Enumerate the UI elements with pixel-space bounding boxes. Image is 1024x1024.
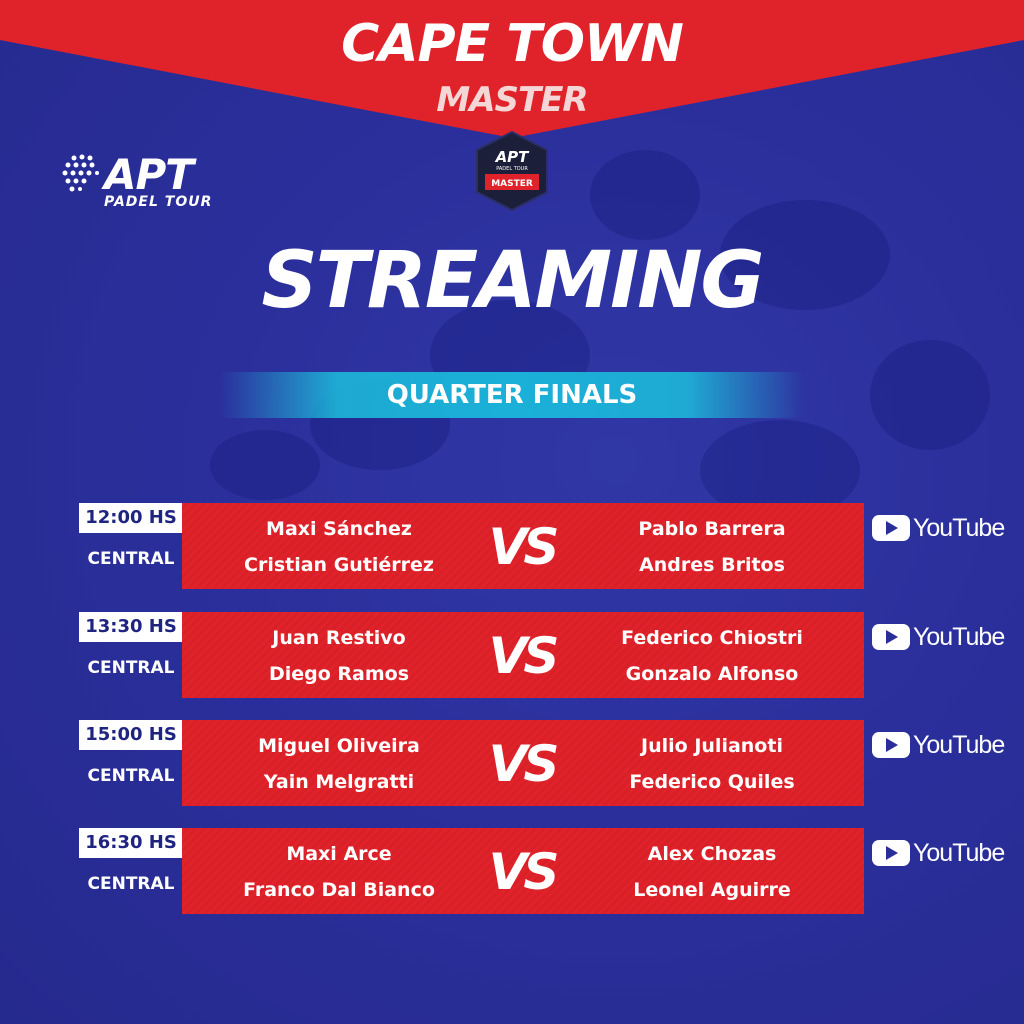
match-bar [182,503,864,589]
team-a [192,836,486,908]
event-subtitle: MASTER [436,80,588,120]
vs-label: VS [488,627,556,685]
player-name: Maxi Arce [286,843,392,865]
player-name: Gonzalo Alfonso [625,663,799,685]
match-row [0,720,1024,810]
team-b [562,620,862,692]
round-banner [220,372,804,418]
badge-master-text: MASTER [491,179,533,189]
match-court: CENTRAL [87,658,175,678]
player-name: Alex Chozas [647,843,777,865]
player-name: Yain Melgratti [263,771,415,793]
youtube-icon [872,840,910,866]
player-name: Juan Restivo [272,627,406,649]
player-name: Julio Julianoti [641,735,783,757]
logo-apt-text: APT [104,150,193,199]
player-name: Cristian Gutiérrez [244,554,434,576]
match-court: CENTRAL [87,766,175,786]
background-shape [870,340,990,450]
player-name: Andres Britos [639,554,785,576]
background-shape [210,430,320,500]
youtube-label: YouTube [913,839,1005,867]
vs-label: VS [488,735,556,793]
match-bar [182,828,864,914]
youtube-link[interactable] [872,838,1005,868]
match-time: 13:30 HS [79,612,183,642]
player-name: Federico Chiostri [621,627,803,649]
team-b [562,511,862,583]
player-name: Diego Ramos [268,663,410,685]
vs-label: VS [488,843,556,901]
event-title: CAPE TOWN [341,14,683,74]
page-title: STREAMING [261,236,763,326]
match-time: 12:00 HS [79,503,183,533]
youtube-icon [872,515,910,541]
match-time: 16:30 HS [79,828,183,858]
team-b [562,836,862,908]
match-time: 15:00 HS [79,720,183,750]
player-name: Franco Dal Bianco [243,879,435,901]
youtube-link[interactable] [872,730,1005,760]
youtube-label: YouTube [913,731,1005,759]
player-name: Federico Quiles [629,771,795,793]
team-b [562,728,862,800]
youtube-link[interactable] [872,513,1005,543]
round-label: QUARTER FINALS [386,380,638,410]
vs-label: VS [488,518,556,576]
logo-padel-tour-text: PADEL TOUR [104,194,213,210]
badge-apt-text: APT [495,148,529,166]
match-row [0,612,1024,702]
youtube-icon [872,732,910,758]
youtube-label: YouTube [913,514,1005,542]
match-row [0,828,1024,918]
match-bar [182,612,864,698]
team-a [192,728,486,800]
background-shape [590,150,700,240]
youtube-label: YouTube [913,623,1005,651]
player-name: Pablo Barrera [638,518,786,540]
master-badge [473,130,551,212]
match-bar [182,720,864,806]
player-name: Leonel Aguirre [633,879,791,901]
match-court: CENTRAL [87,874,175,894]
youtube-icon [872,624,910,650]
player-name: Maxi Sánchez [266,518,412,540]
match-court: CENTRAL [87,549,175,569]
match-row [0,503,1024,593]
apt-logo [60,150,220,212]
padel-ball-icon [60,152,104,196]
team-a [192,511,486,583]
youtube-link[interactable] [872,622,1005,652]
player-name: Miguel Oliveira [258,735,420,757]
team-a [192,620,486,692]
badge-padel-tour-text: PADEL TOUR [496,166,528,172]
